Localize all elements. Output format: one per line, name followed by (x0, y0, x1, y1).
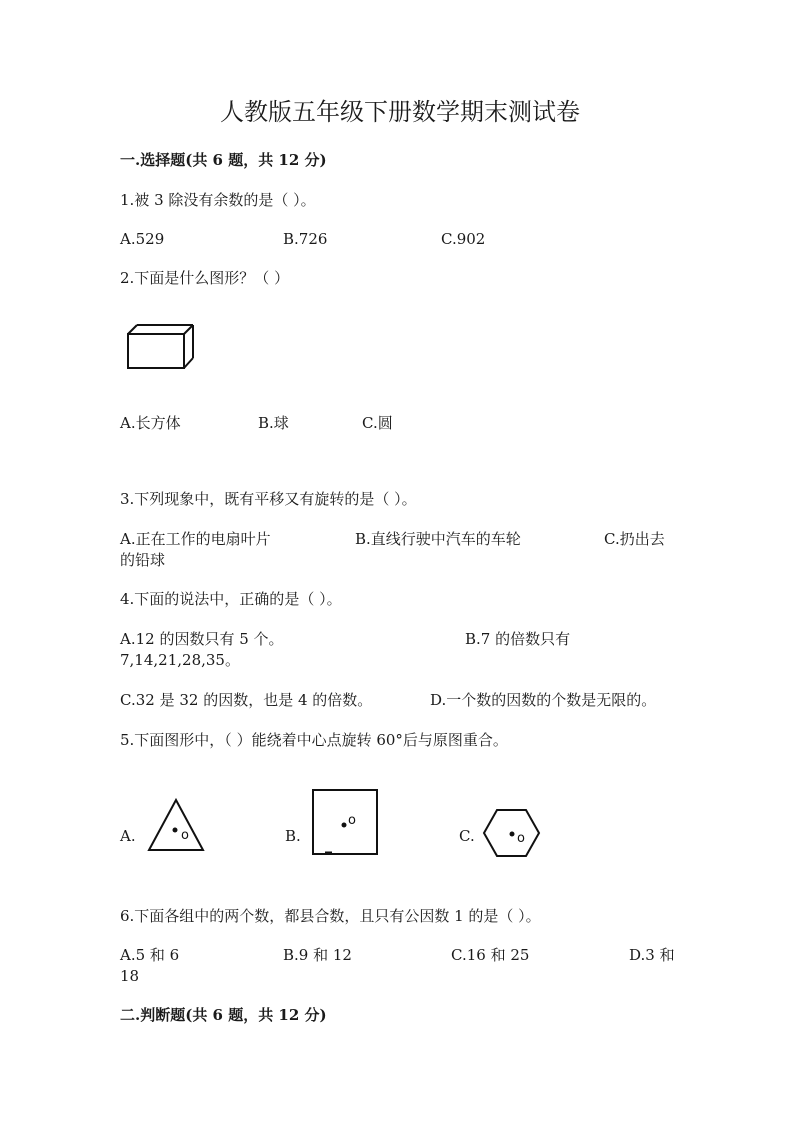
question-3-option-c-continued: 的铅球 (120, 551, 166, 569)
question-2-option-c: C.圆 (362, 414, 393, 432)
question-5-option-b: B. (285, 827, 301, 845)
question-5-option-a: A. (120, 827, 136, 845)
question-4-option-d: D.一个数的因数的个数是无限的。 (430, 691, 657, 709)
question-2-option-b: B.球 (258, 414, 289, 432)
question-3-option-b: B.直线行驶中汽车的车轮 (355, 530, 521, 548)
question-6-option-d-continued: 18 (120, 967, 140, 985)
question-1-option-b: B.726 (283, 230, 328, 248)
question-3-stem: 3.下列现象中，既有平移又有旋转的是（ ）。 (120, 490, 417, 508)
question-2-option-a: A.长方体 (120, 414, 181, 432)
question-6-option-a: A.5 和 6 (120, 946, 180, 964)
question-6-option-b: B.9 和 12 (283, 946, 352, 964)
question-1-option-a: A.529 (120, 230, 165, 248)
question-4-stem: 4.下面的说法中，正确的是（ ）。 (120, 590, 342, 608)
question-6-stem: 6.下面各组中的两个数，都县合数，且只有公因数 1 的是（ ）。 (120, 907, 541, 925)
hexagon-mark: o (517, 831, 525, 846)
section-heading-choice: 一.选择题(共 6 题，共 12 分) (120, 151, 327, 169)
question-4-option-b-continued: 7,14,21,28,35。 (120, 651, 240, 669)
question-6-option-d: D.3 和 (629, 946, 675, 964)
triangle-figure (149, 800, 203, 850)
question-1-stem: 1.被 3 除没有余数的是（ ）。 (120, 191, 316, 209)
hexagon-figure (484, 810, 539, 856)
question-4-option-b: B.7 的倍数只有 (465, 630, 571, 648)
question-2-stem: 2.下面是什么图形？（ ） (120, 269, 290, 287)
question-6-option-c: C.16 和 25 (451, 946, 530, 964)
question-5-stem: 5.下面图形中，（ ）能绕着中心点旋转 60°后与原图重合。 (120, 731, 508, 749)
question-3-option-c: C.扔出去 (604, 530, 665, 548)
question-4-option-c: C.32 是 32 的因数，也是 4 的倍数。 (120, 691, 373, 709)
square-mark: o (348, 813, 356, 828)
question-5-option-c: C. (459, 827, 475, 845)
question-1-option-c: C.902 (441, 230, 486, 248)
square-figure (313, 790, 377, 854)
triangle-mark: o (181, 828, 189, 843)
question-3-option-a: A.正在工作的电扇叶片 (120, 530, 271, 548)
section-heading-judgement: 二.判断题(共 6 题，共 12 分) (120, 1006, 327, 1024)
page-title: 人教版五年级下册数学期末测试卷 (220, 98, 580, 126)
question-4-option-a: A.12 的因数只有 5 个。 (120, 630, 284, 648)
